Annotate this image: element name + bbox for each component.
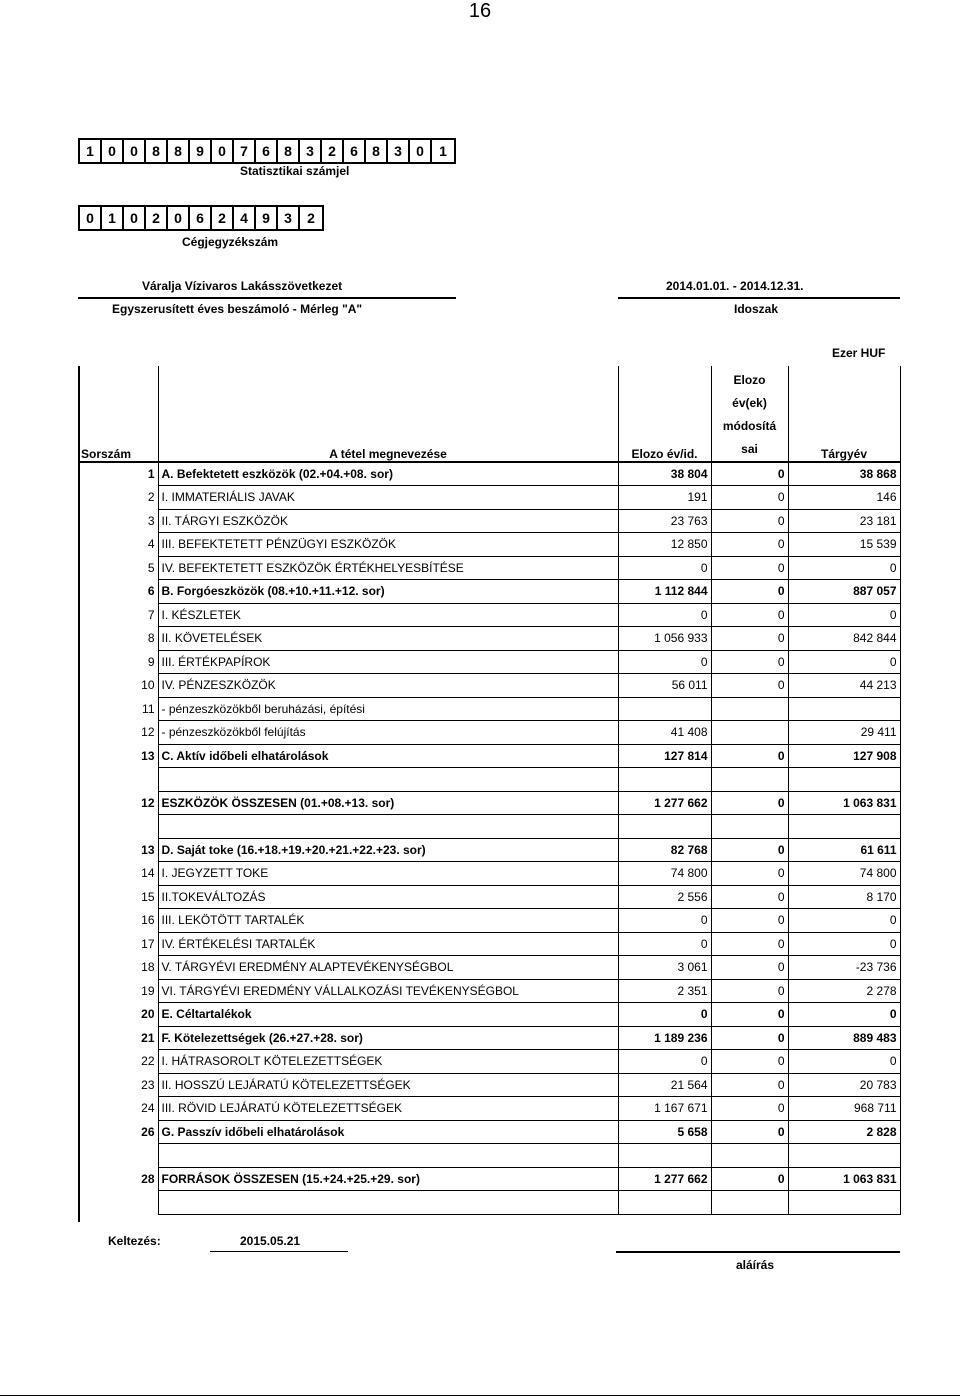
- adjustment-cell: [711, 721, 788, 745]
- row-number-cell: 13: [78, 838, 158, 862]
- table-row: [78, 885, 900, 909]
- previous-year-cell: [618, 697, 711, 721]
- previous-year-cell: [618, 1191, 711, 1215]
- adjustment-cell: 0: [711, 979, 788, 1003]
- current-year-cell: [788, 697, 900, 721]
- table-row: [78, 979, 900, 1003]
- current-year-cell: -23 736: [788, 956, 900, 980]
- row-number-cell: 10: [78, 674, 158, 698]
- item-name-cell: I. JEGYZETT TOKE: [158, 862, 618, 886]
- previous-year-cell: 74 800: [618, 862, 711, 886]
- previous-year-cell: 1 112 844: [618, 580, 711, 604]
- current-year-cell: 8 170: [788, 885, 900, 909]
- stat-id-digit: 8: [168, 140, 190, 162]
- current-year-cell: 0: [788, 603, 900, 627]
- previous-year-cell: 0: [618, 1050, 711, 1074]
- table-left-border: [78, 366, 80, 1222]
- page-number: 16: [468, 0, 492, 22]
- adjustment-cell: 0: [711, 650, 788, 674]
- org-name: Váralja Vízivaros Lakásszövetkezet: [142, 279, 343, 293]
- previous-year-cell: 1 167 671: [618, 1097, 711, 1121]
- company-reg-digit: 2: [307, 210, 315, 226]
- previous-year-cell: 1 277 662: [618, 1167, 711, 1191]
- stat-id-digit: 6: [256, 140, 278, 162]
- adjustment-cell: 0: [711, 1167, 788, 1191]
- item-name-cell: C. Aktív időbeli elhatárolások: [158, 744, 618, 768]
- adjustment-cell: [711, 768, 788, 792]
- item-name-cell: D. Saját toke (16.+18.+19.+20.+21.+22.+23. sor): [158, 838, 618, 862]
- previous-year-cell: 1 189 236: [618, 1026, 711, 1050]
- previous-year-cell: 41 408: [618, 721, 711, 745]
- table-row: [78, 1167, 900, 1191]
- stat-id-digit: 0: [410, 140, 432, 162]
- current-year-cell: 1 063 831: [788, 1167, 900, 1191]
- previous-year-cell: [618, 815, 711, 839]
- adjustment-cell: 0: [711, 627, 788, 651]
- row-number-cell: 3: [78, 509, 158, 533]
- company-reg-digit: 4: [234, 207, 256, 229]
- previous-year-cell: 1 277 662: [618, 791, 711, 815]
- date-value: 2015.05.21: [240, 1234, 301, 1248]
- item-name-cell: V. TÁRGYÉVI EREDMÉNY ALAPTEVÉKENYSÉGBOL: [158, 956, 618, 980]
- table-row: [78, 768, 900, 792]
- period-caption: Idoszak: [734, 302, 779, 316]
- company-reg-digit: 9: [256, 207, 278, 229]
- company-reg-digit: 2: [146, 207, 168, 229]
- adjustment-cell: 0: [711, 838, 788, 862]
- stat-id-digit: 6: [344, 140, 366, 162]
- previous-year-cell: 1 056 933: [618, 627, 711, 651]
- item-name-cell: ESZKÖZÖK ÖSSZESEN (01.+08.+13. sor): [158, 791, 618, 815]
- row-number-cell: 6: [78, 580, 158, 604]
- adjustment-cell: 0: [711, 885, 788, 909]
- row-number-cell: 23: [78, 1073, 158, 1097]
- row-number-cell: 11: [78, 697, 158, 721]
- previous-year-cell: 191: [618, 486, 711, 510]
- current-year-cell: 0: [788, 1050, 900, 1074]
- current-year-cell: 0: [788, 650, 900, 674]
- table-row: [78, 627, 900, 651]
- previous-year-cell: [618, 768, 711, 792]
- table-row: [78, 1026, 900, 1050]
- previous-year-cell: 23 763: [618, 509, 711, 533]
- currency-unit: Ezer HUF: [832, 346, 886, 360]
- table-row: [78, 721, 900, 745]
- row-number-cell: 14: [78, 862, 158, 886]
- previous-year-cell: 0: [618, 650, 711, 674]
- current-year-cell: 15 539: [788, 533, 900, 557]
- table-row: [78, 956, 900, 980]
- table-row: [78, 1191, 900, 1215]
- item-name-cell: III. LEKÖTÖTT TARTALÉK: [158, 909, 618, 933]
- row-number-cell: 4: [78, 533, 158, 557]
- table-row: [78, 674, 900, 698]
- date-underline: [210, 1251, 348, 1252]
- adjustment-cell: 0: [711, 1003, 788, 1027]
- adjustment-cell: [711, 1191, 788, 1215]
- previous-year-cell: [618, 1144, 711, 1168]
- previous-year-cell: 56 011: [618, 674, 711, 698]
- current-year-cell: 44 213: [788, 674, 900, 698]
- signature-caption: aláírás: [736, 1258, 775, 1272]
- previous-year-cell: 0: [618, 603, 711, 627]
- stat-id-digit: 3: [300, 140, 322, 162]
- current-year-cell: [788, 768, 900, 792]
- row-number-cell: [78, 1144, 158, 1168]
- company-reg-digit: 3: [278, 207, 300, 229]
- previous-year-cell: 2 351: [618, 979, 711, 1003]
- company-reg-digit: 0: [124, 207, 146, 229]
- row-number-cell: 12: [78, 721, 158, 745]
- stat-id-digit: 2: [322, 140, 344, 162]
- org-underline: [78, 297, 456, 299]
- stat-id-digit: 0: [102, 140, 124, 162]
- header-previous-year: Elozo év/id.: [618, 366, 711, 462]
- signature-line: [616, 1251, 900, 1253]
- period-value: 2014.01.01. - 2014.12.31.: [666, 279, 804, 293]
- adjustment-cell: 0: [711, 1097, 788, 1121]
- previous-year-cell: 0: [618, 556, 711, 580]
- table-row: [78, 1097, 900, 1121]
- previous-year-cell: 127 814: [618, 744, 711, 768]
- current-year-cell: 842 844: [788, 627, 900, 651]
- table-row: [78, 838, 900, 862]
- stat-id-digit: 8: [278, 140, 300, 162]
- current-year-cell: 0: [788, 556, 900, 580]
- previous-year-cell: 3 061: [618, 956, 711, 980]
- stat-id-digit: 8: [146, 140, 168, 162]
- adjustment-cell: 0: [711, 580, 788, 604]
- row-number-cell: 7: [78, 603, 158, 627]
- stat-id-boxes: [78, 138, 456, 164]
- item-name-cell: F. Kötelezettségek (26.+27.+28. sor): [158, 1026, 618, 1050]
- row-number-cell: 28: [78, 1167, 158, 1191]
- adjustment-cell: 0: [711, 603, 788, 627]
- company-reg-digit: 2: [212, 207, 234, 229]
- row-number-cell: 8: [78, 627, 158, 651]
- table-row: [78, 533, 900, 557]
- adjustment-cell: 0: [711, 1073, 788, 1097]
- item-name-cell: III. BEFEKTETETT PÉNZÜGYI ESZKÖZÖK: [158, 533, 618, 557]
- company-reg-digit: 0: [168, 207, 190, 229]
- row-number-cell: 5: [78, 556, 158, 580]
- row-number-cell: [78, 1191, 158, 1215]
- item-name-cell: FORRÁSOK ÖSSZESEN (15.+24.+25.+29. sor): [158, 1167, 618, 1191]
- item-name-cell: I. HÁTRASOROLT KÖTELEZETTSÉGEK: [158, 1050, 618, 1074]
- previous-year-cell: 12 850: [618, 533, 711, 557]
- previous-year-cell: 21 564: [618, 1073, 711, 1097]
- row-number-cell: [78, 815, 158, 839]
- stat-id-caption: Statisztikai számjel: [240, 164, 350, 178]
- row-number-cell: 19: [78, 979, 158, 1003]
- stat-id-digit: 1: [80, 140, 102, 162]
- period-underline: [618, 297, 900, 299]
- row-number-cell: 20: [78, 1003, 158, 1027]
- row-number-cell: 17: [78, 932, 158, 956]
- row-number-cell: 18: [78, 956, 158, 980]
- current-year-cell: 968 711: [788, 1097, 900, 1121]
- company-reg-digit: 0: [80, 207, 102, 229]
- adjustment-cell: 0: [711, 556, 788, 580]
- current-year-cell: [788, 1144, 900, 1168]
- stat-id-digit: 0: [212, 140, 234, 162]
- table-row: [78, 603, 900, 627]
- adjustment-cell: 0: [711, 956, 788, 980]
- adjustment-cell: 0: [711, 909, 788, 933]
- table-row: [78, 791, 900, 815]
- adjustment-cell: 0: [711, 932, 788, 956]
- row-number-cell: 22: [78, 1050, 158, 1074]
- header-adjustments: Elozo év(ek) módosítá sai: [711, 366, 788, 462]
- item-name-cell: IV. ÉRTÉKELÉSI TARTALÉK: [158, 932, 618, 956]
- previous-year-cell: 5 658: [618, 1120, 711, 1144]
- current-year-cell: 127 908: [788, 744, 900, 768]
- row-number-cell: 13: [78, 744, 158, 768]
- table-row: [78, 556, 900, 580]
- item-name-cell: III. RÖVID LEJÁRATÚ KÖTELEZETTSÉGEK: [158, 1097, 618, 1121]
- current-year-cell: [788, 815, 900, 839]
- header-current-year: Tárgyév: [788, 366, 900, 462]
- table-row: [78, 462, 900, 486]
- table-row: [78, 486, 900, 510]
- row-number-cell: 2: [78, 486, 158, 510]
- current-year-cell: 1 063 831: [788, 791, 900, 815]
- current-year-cell: 23 181: [788, 509, 900, 533]
- report-title: Egyszerusített éves beszámoló - Mérleg "A": [112, 302, 363, 316]
- page-bottom-rule: [0, 1395, 960, 1396]
- adjustment-cell: 0: [711, 791, 788, 815]
- current-year-cell: 2 278: [788, 979, 900, 1003]
- table-row: [78, 1144, 900, 1168]
- company-reg-digit: 1: [102, 207, 124, 229]
- company-reg-boxes: [78, 205, 324, 231]
- company-reg-digit: 6: [190, 207, 212, 229]
- item-name-cell: I. IMMATERIÁLIS JAVAK: [158, 486, 618, 510]
- current-year-cell: [788, 1191, 900, 1215]
- item-name-cell: - pénzeszközökből beruházási, építési: [158, 697, 618, 721]
- table-row: [78, 509, 900, 533]
- company-reg-caption: Cégjegyzékszám: [182, 235, 279, 249]
- item-name-cell: III. ÉRTÉKPAPÍROK: [158, 650, 618, 674]
- stat-id-digit: 3: [388, 140, 410, 162]
- current-year-cell: 887 057: [788, 580, 900, 604]
- adjustment-cell: 0: [711, 509, 788, 533]
- item-name-cell: - pénzeszközökből felújítás: [158, 721, 618, 745]
- header-item-name: A tétel megnevezése: [158, 366, 618, 462]
- stat-id-digit: 0: [124, 140, 146, 162]
- item-name-cell: II.TOKEVÁLTOZÁS: [158, 885, 618, 909]
- table-row: [78, 815, 900, 839]
- adjustment-cell: 0: [711, 1026, 788, 1050]
- adjustment-cell: 0: [711, 486, 788, 510]
- item-name-cell: IV. BEFEKTETETT ESZKÖZÖK ÉRTÉKHELYESBÍTÉSE: [158, 556, 618, 580]
- table-row: [78, 697, 900, 721]
- current-year-cell: 0: [788, 1003, 900, 1027]
- current-year-cell: 38 868: [788, 462, 900, 486]
- adjustment-cell: 0: [711, 462, 788, 486]
- adjustment-cell: 0: [711, 862, 788, 886]
- balance-sheet-table: [78, 366, 901, 1215]
- row-number-cell: 12: [78, 791, 158, 815]
- item-name-cell: IV. PÉNZESZKÖZÖK: [158, 674, 618, 698]
- row-number-cell: 26: [78, 1120, 158, 1144]
- item-name-cell: II. TÁRGYI ESZKÖZÖK: [158, 509, 618, 533]
- item-name-cell: I. KÉSZLETEK: [158, 603, 618, 627]
- current-year-cell: 0: [788, 932, 900, 956]
- item-name-cell: [158, 768, 618, 792]
- current-year-cell: 61 611: [788, 838, 900, 862]
- current-year-cell: 74 800: [788, 862, 900, 886]
- adjustment-cell: [711, 1144, 788, 1168]
- date-label: Keltezés:: [108, 1234, 161, 1248]
- table-row: [78, 650, 900, 674]
- adjustment-cell: 0: [711, 1120, 788, 1144]
- item-name-cell: [158, 1191, 618, 1215]
- current-year-cell: 0: [788, 909, 900, 933]
- stat-id-digit: 9: [190, 140, 212, 162]
- adjustment-cell: 0: [711, 1050, 788, 1074]
- table-row: [78, 1073, 900, 1097]
- table-row: [78, 744, 900, 768]
- stat-id-digit: 1: [439, 143, 447, 159]
- row-number-cell: [78, 768, 158, 792]
- current-year-cell: 20 783: [788, 1073, 900, 1097]
- previous-year-cell: 82 768: [618, 838, 711, 862]
- table-row: [78, 580, 900, 604]
- table-row: [78, 1120, 900, 1144]
- row-number-cell: 16: [78, 909, 158, 933]
- row-number-cell: 15: [78, 885, 158, 909]
- item-name-cell: B. Forgóeszközök (08.+10.+11.+12. sor): [158, 580, 618, 604]
- adjustment-cell: 0: [711, 533, 788, 557]
- stat-id-digit: 7: [234, 140, 256, 162]
- row-number-cell: 21: [78, 1026, 158, 1050]
- table-row: [78, 909, 900, 933]
- header-sorszam: Sorszám: [78, 366, 158, 462]
- current-year-cell: 146: [788, 486, 900, 510]
- row-number-cell: 1: [78, 462, 158, 486]
- current-year-cell: 889 483: [788, 1026, 900, 1050]
- previous-year-cell: 0: [618, 909, 711, 933]
- table-row: [78, 1050, 900, 1074]
- item-name-cell: G. Passzív időbeli elhatárolások: [158, 1120, 618, 1144]
- adjustment-cell: [711, 815, 788, 839]
- adjustment-cell: 0: [711, 674, 788, 698]
- table-row: [78, 932, 900, 956]
- table-row: [78, 862, 900, 886]
- current-year-cell: 29 411: [788, 721, 900, 745]
- previous-year-cell: 0: [618, 932, 711, 956]
- adjustment-cell: 0: [711, 744, 788, 768]
- item-name-cell: II. HOSSZÚ LEJÁRATÚ KÖTELEZETTSÉGEK: [158, 1073, 618, 1097]
- previous-year-cell: 0: [618, 1003, 711, 1027]
- previous-year-cell: 2 556: [618, 885, 711, 909]
- item-name-cell: [158, 1144, 618, 1168]
- item-name-cell: II. KÖVETELÉSEK: [158, 627, 618, 651]
- row-number-cell: 9: [78, 650, 158, 674]
- table-row: [78, 1003, 900, 1027]
- adjustment-cell: [711, 697, 788, 721]
- item-name-cell: E. Céltartalékok: [158, 1003, 618, 1027]
- row-number-cell: 24: [78, 1097, 158, 1121]
- stat-id-digit: 8: [366, 140, 388, 162]
- previous-year-cell: 38 804: [618, 462, 711, 486]
- item-name-cell: A. Befektetett eszközök (02.+04.+08. sor): [158, 462, 618, 486]
- current-year-cell: 2 828: [788, 1120, 900, 1144]
- item-name-cell: [158, 815, 618, 839]
- item-name-cell: VI. TÁRGYÉVI EREDMÉNY VÁLLALKOZÁSI TEVÉKENYSÉGBOL: [158, 979, 618, 1003]
